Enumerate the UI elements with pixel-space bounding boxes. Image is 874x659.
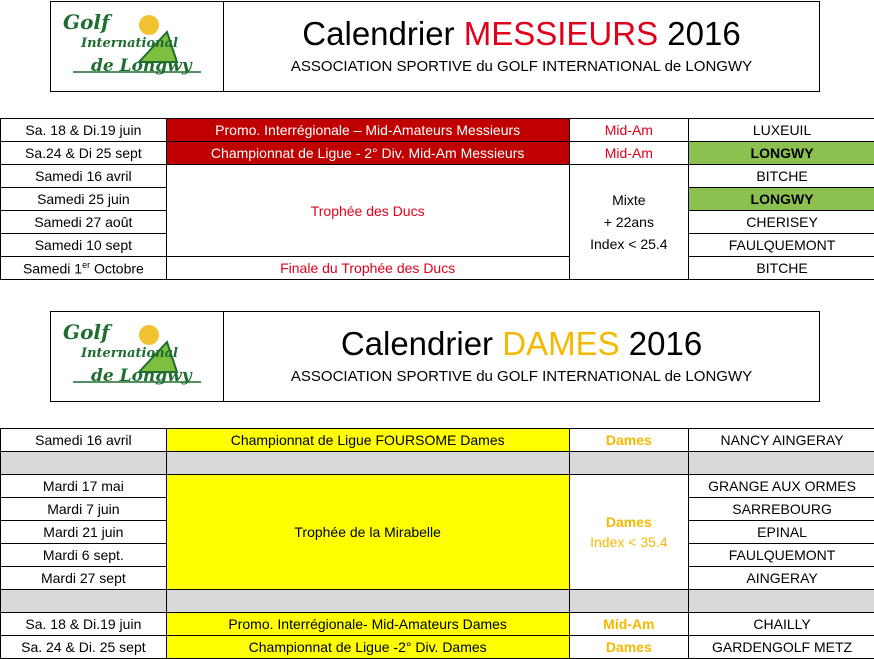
women-header [50,311,820,402]
category-cell: Mid-Am [569,613,689,636]
table-row [1,429,874,452]
place-cell: GARDENGOLF METZ [689,636,874,659]
event-cell: Championnat de Ligue FOURSOME Dames [166,429,569,452]
date-cell: Sa. 24 & Di. 25 sept [1,636,167,659]
place-cell: FAULQUEMONT [689,234,874,257]
place-cell: CHAILLY [689,613,874,636]
place-cell: CHERISEY [689,211,874,234]
date-cell: Mardi 7 juin [1,498,167,521]
date-cell: Mardi 21 juin [1,521,167,544]
separator-row [1,452,874,475]
logo-line2: International [81,346,178,361]
logo-line1: Golf [63,320,110,344]
women-calendar-table [0,428,874,659]
place-cell: SARREBOURG [689,498,874,521]
mixte-cell: Mixte + 22ans Index < 25.4 [569,165,689,280]
date-cell: Mardi 27 sept [1,567,167,590]
date-cell: Samedi 10 sept [1,234,167,257]
place-cell: FAULQUEMONT [689,544,874,567]
table-row [1,119,874,142]
women-logo [51,312,224,401]
page-subtitle: ASSOCIATION SPORTIVE du GOLF INTERNATIONAL de LONGWY [224,368,819,385]
page-title: Calendrier DAMES 2016 [224,324,819,364]
table-row [1,613,874,636]
page-title: Calendrier MESSIEURS 2016 [224,14,819,54]
category-cell: Dames [569,636,689,659]
event-cell: Promo. Interrégionale- Mid-Amateurs Dames [166,613,569,636]
category-cell: Dames [569,429,689,452]
date-cell: Samedi 16 avril [1,429,167,452]
mirabelle-category-cell: Dames Index < 35.4 [569,475,689,590]
table-row [1,475,874,498]
logo-line3: de Longwy [91,366,192,386]
trophy-cell: Trophée des Ducs [166,165,569,257]
date-cell: Sa.24 & Di 25 sept [1,142,167,165]
table-row [1,636,874,659]
date-cell: Samedi 16 avril [1,165,167,188]
trophy-cell: Trophée de la Mirabelle [166,475,569,590]
logo-line1: Golf [63,10,110,34]
logo-line3: de Longwy [91,56,192,76]
logo-line2: International [81,36,178,51]
date-cell: Samedi 25 juin [1,188,167,211]
event-cell: Championnat de Ligue -2° Div. Dames [166,636,569,659]
place-cell: BITCHE [689,257,874,280]
men-logo [51,2,224,91]
place-cell: LUXEUIL [689,119,874,142]
men-header [50,1,820,92]
event-cell: Promo. Interrégionale – Mid-Amateurs Messieurs [166,119,569,142]
date-cell: Samedi 1er Octobre [1,257,167,280]
place-cell: BITCHE [689,165,874,188]
place-cell: LONGWY [689,142,874,165]
page-subtitle: ASSOCIATION SPORTIVE du GOLF INTERNATIONAL de LONGWY [224,58,819,75]
event-cell: Finale du Trophée des Ducs [166,257,569,280]
place-cell: GRANGE AUX ORMES [689,475,874,498]
category-cell: Mid-Am [569,119,689,142]
place-cell: EPINAL [689,521,874,544]
date-cell: Mardi 6 sept. [1,544,167,567]
place-cell: LONGWY [689,188,874,211]
date-cell: Sa. 18 & Di.19 juin [1,613,167,636]
date-cell: Samedi 27 août [1,211,167,234]
table-row [1,165,874,188]
category-cell: Mid-Am [569,142,689,165]
table-row [1,257,874,280]
place-cell: AINGERAY [689,567,874,590]
event-cell: Championnat de Ligue - 2° Div. Mid-Am Messieurs [166,142,569,165]
date-cell: Sa. 18 & Di.19 juin [1,119,167,142]
place-cell: NANCY AINGERAY [689,429,874,452]
separator-row [1,590,874,613]
men-calendar-table [0,118,874,280]
date-cell: Mardi 17 mai [1,475,167,498]
table-row [1,142,874,165]
